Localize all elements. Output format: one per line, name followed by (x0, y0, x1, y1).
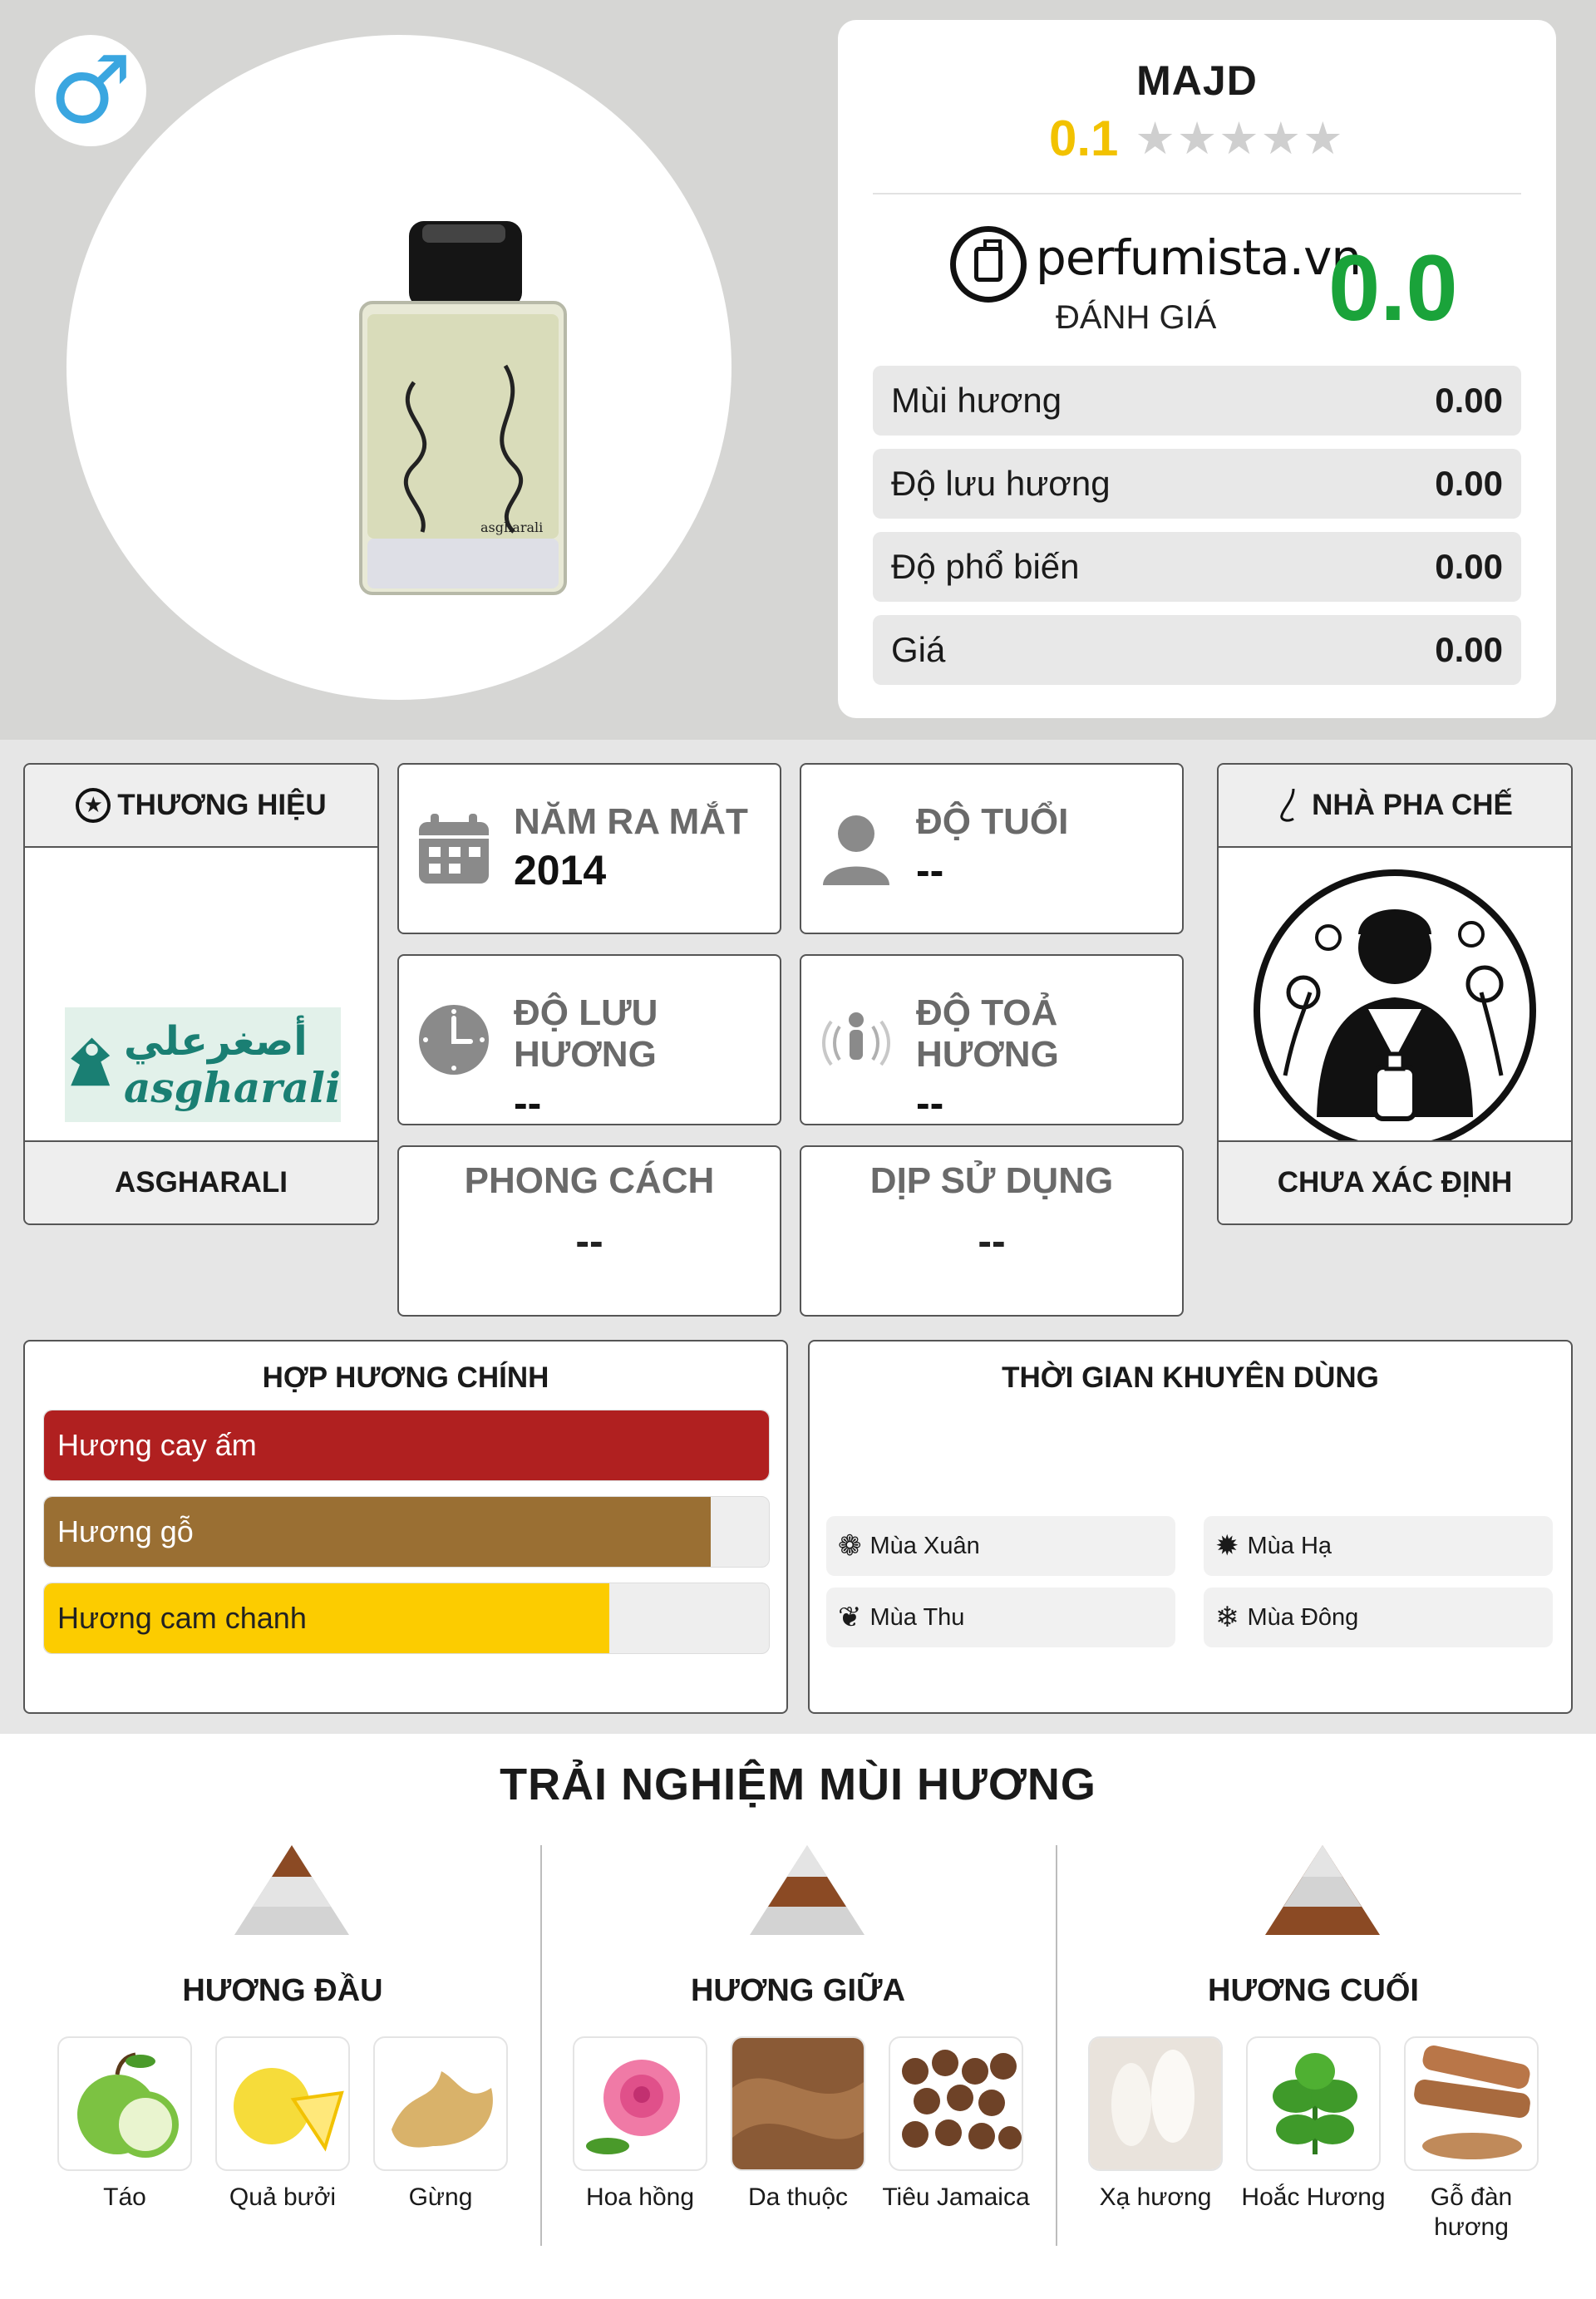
scent-radiation-icon (818, 1002, 894, 1078)
brand-logo-latin: asgharali (124, 1063, 341, 1112)
metric-value: 0.00 (1435, 464, 1503, 503)
release-year-title: NĂM RA MẮT (514, 801, 748, 842)
product-image-frame (66, 35, 732, 700)
occasion-value: -- (978, 1218, 1006, 1264)
accord-fill: Hương gỗ (44, 1497, 711, 1567)
rating-card (838, 20, 1556, 718)
season-label: Mùa Thu (869, 1603, 965, 1631)
style-value: -- (575, 1218, 603, 1264)
musk-icon (1088, 2036, 1223, 2171)
sillage-title: ĐỘ TOẢ HƯƠNG (916, 992, 1059, 1075)
season-winter[interactable] (1204, 1588, 1553, 1647)
note-name: Hoa hồng (585, 2183, 695, 2211)
perfumista-rating-label: ĐÁNH GIÁ (1056, 299, 1217, 336)
seasons-title: THỜI GIAN KHUYÊN DÙNG (1002, 1361, 1379, 1394)
allspice-icon (889, 2036, 1023, 2171)
age-value: -- (916, 847, 944, 894)
note-item[interactable] (1396, 2036, 1546, 2242)
occasion-title: DỊP SỬ DỤNG (869, 1160, 1114, 1201)
rose-icon (573, 2036, 707, 2171)
patchouli-icon (1246, 2036, 1381, 2171)
top-notes-title: HƯƠNG ĐẦU (182, 1973, 383, 2008)
note-name: Tiêu Jamaica (882, 2183, 1030, 2211)
style-title: PHONG CÁCH (464, 1160, 715, 1201)
calendar-icon (416, 810, 492, 887)
release-year-value: 2014 (514, 847, 607, 894)
spring-flower-icon: ❁ (838, 1529, 862, 1563)
release-year-card (397, 763, 781, 934)
style-card (397, 1145, 781, 1317)
svg-text:asgharali: asgharali (480, 519, 544, 535)
metric-value: 0.00 (1435, 547, 1503, 586)
grapefruit-icon (215, 2036, 350, 2171)
divider (873, 193, 1521, 194)
apple-icon (57, 2036, 192, 2171)
note-item[interactable] (723, 2036, 873, 2213)
note-name: Gừng (408, 2183, 473, 2211)
metric-value: 0.00 (1435, 630, 1503, 669)
sillage-value: -- (916, 1080, 944, 1126)
accord-bar (43, 1583, 770, 1654)
note-name: Hoắc Hương (1241, 2183, 1386, 2211)
perfumista-logo-icon (950, 226, 1027, 303)
accord-bar (43, 1496, 770, 1568)
accords-title: HỢP HƯƠNG CHÍNH (262, 1361, 549, 1394)
perfumer-name: CHƯA XÁC ĐỊNH (1219, 1140, 1571, 1223)
accord-fill: Hương cay ấm (44, 1410, 769, 1480)
season-label: Mùa Đông (1247, 1603, 1359, 1631)
perfumer-header (1219, 765, 1571, 848)
season-summer[interactable] (1204, 1516, 1553, 1576)
note-name: Gỗ đàn hương (1430, 2183, 1513, 2241)
note-name: Táo (103, 2183, 146, 2211)
base-notes-title: HƯƠNG CUỐI (1208, 1973, 1419, 2008)
brand-logo (65, 1007, 341, 1122)
main-accords-panel (23, 1340, 788, 1714)
pyramid-top-icon (233, 1844, 351, 1937)
accord-fill: Hương cam chanh (44, 1583, 609, 1653)
metric-label: Giá (891, 630, 946, 669)
sun-icon: ✹ (1215, 1529, 1239, 1563)
middle-notes-title: HƯƠNG GIỮA (690, 1973, 906, 2008)
metric-label: Mùi hương (891, 381, 1062, 420)
season-label: Mùa Hạ (1247, 1532, 1332, 1559)
pyramid-base-icon (1264, 1844, 1382, 1937)
brand-header (25, 765, 377, 848)
user-score: 0.1 (1049, 111, 1119, 166)
note-item[interactable] (881, 2036, 1031, 2213)
divider (540, 1845, 542, 2246)
person-icon (818, 810, 894, 887)
nose-icon (1277, 787, 1307, 824)
metric-row (873, 615, 1521, 685)
accord-bar (43, 1410, 770, 1481)
note-item[interactable] (208, 2036, 357, 2213)
metric-row (873, 532, 1521, 602)
sillage-card (800, 954, 1184, 1125)
clock-icon (416, 1002, 492, 1078)
leaf-icon: ❦ (838, 1601, 862, 1634)
note-item[interactable] (1239, 2036, 1388, 2213)
perfume-bottle-image (356, 216, 572, 598)
star-rating-icon[interactable]: ★★★★★ (1135, 112, 1345, 165)
occasion-card (800, 1145, 1184, 1317)
metric-row (873, 449, 1521, 519)
age-card (800, 763, 1184, 934)
longevity-card (397, 954, 781, 1125)
note-name: Xạ hương (1099, 2183, 1212, 2211)
brand-logo-arabic: أصغرعلي (124, 1018, 308, 1065)
hero-section (0, 0, 1596, 740)
male-gender-icon: ♂ (35, 35, 146, 146)
brand-card[interactable] (23, 763, 379, 1225)
metric-label: Độ lưu hương (891, 464, 1111, 503)
season-spring[interactable] (826, 1516, 1175, 1576)
divider (1056, 1845, 1057, 2246)
notes-section (0, 1734, 1596, 2299)
note-item[interactable] (565, 2036, 715, 2213)
perfume-name: MAJD (1136, 57, 1258, 104)
snowflake-icon: ❄ (1215, 1601, 1239, 1634)
brand-emblem-icon (65, 1019, 119, 1110)
season-label: Mùa Xuân (869, 1532, 980, 1559)
perfumer-avatar-icon (1252, 868, 1538, 1154)
pyramid-middle-icon (748, 1844, 866, 1937)
brand-title: THƯƠNG HIỆU (117, 789, 327, 821)
note-item[interactable] (366, 2036, 515, 2213)
sandalwood-icon (1404, 2036, 1539, 2171)
note-item[interactable] (50, 2036, 200, 2213)
info-grid (0, 740, 1596, 1734)
brand-name: ASGHARALI (25, 1140, 377, 1223)
leather-icon (731, 2036, 865, 2171)
perfumista-site-name: perfumista.vn (1036, 229, 1362, 286)
metric-row (873, 366, 1521, 436)
metric-value: 0.00 (1435, 381, 1503, 420)
longevity-value: -- (514, 1080, 542, 1126)
recommended-time-panel (808, 1340, 1573, 1714)
perfumer-card[interactable] (1217, 763, 1573, 1225)
perfumista-score: 0.0 (1328, 236, 1458, 340)
notes-title: TRẢI NGHIỆM MÙI HƯƠNG (500, 1760, 1096, 1809)
note-name: Da thuộc (747, 2183, 849, 2211)
ginger-icon (373, 2036, 508, 2171)
star-circle-icon: ★ (76, 788, 111, 823)
season-autumn[interactable] (826, 1588, 1175, 1647)
age-title: ĐỘ TUỔI (916, 801, 1069, 842)
perfumer-title: NHÀ PHA CHẾ (1312, 789, 1513, 821)
note-item[interactable] (1081, 2036, 1230, 2213)
longevity-title: ĐỘ LƯU HƯƠNG (514, 992, 658, 1075)
user-rating (1049, 110, 1344, 167)
note-name: Quả bưởi (229, 2183, 337, 2211)
metric-label: Độ phổ biến (891, 547, 1080, 586)
